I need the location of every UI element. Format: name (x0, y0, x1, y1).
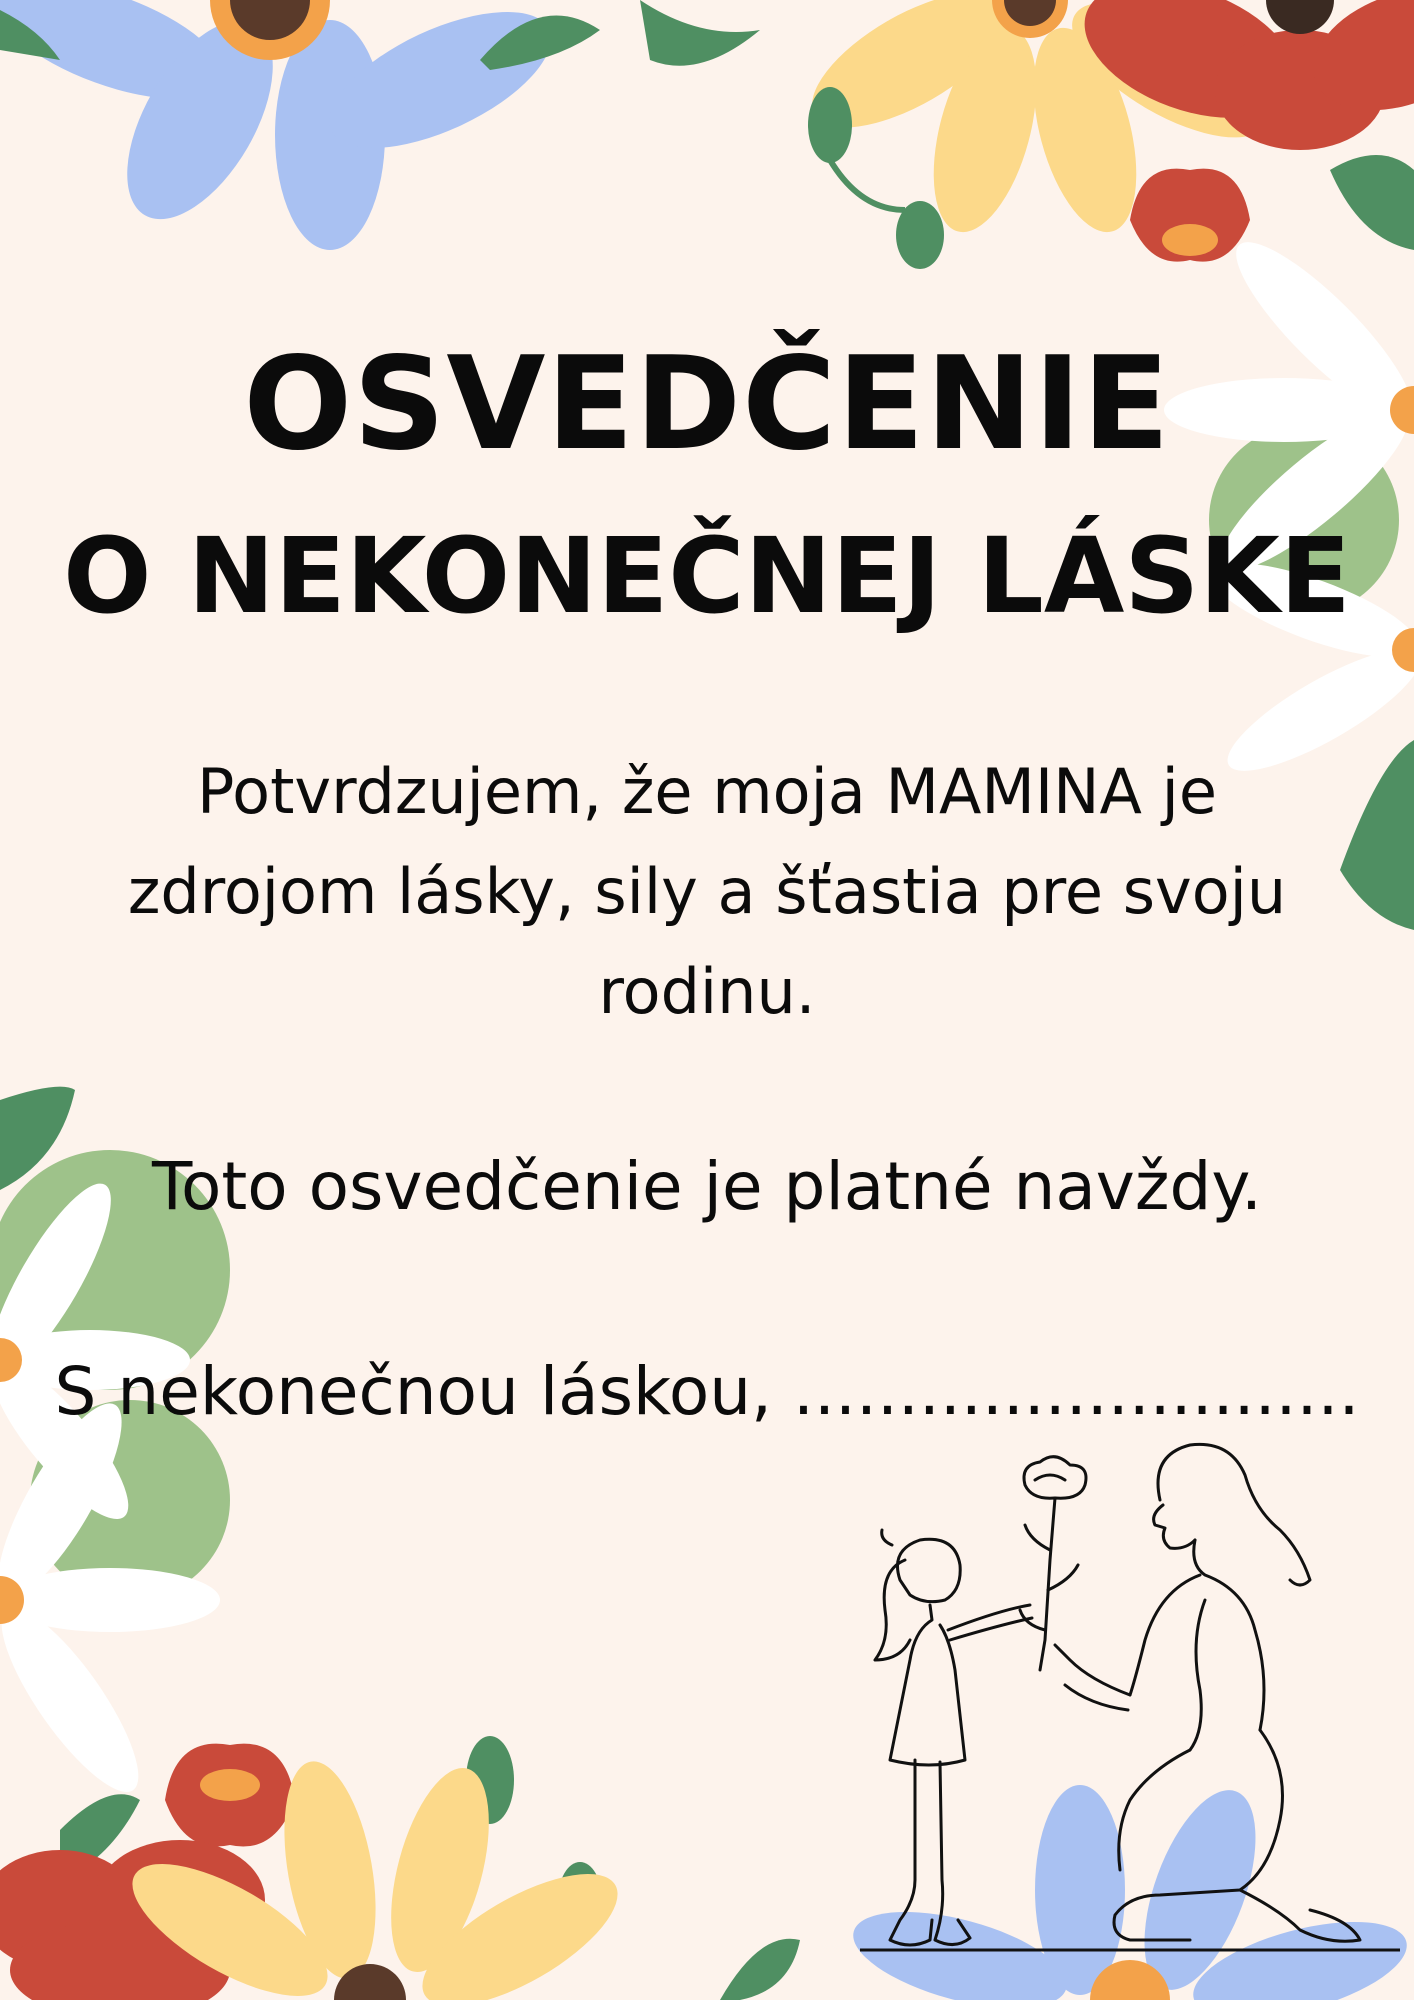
blue-flower-top-left-icon (0, 0, 570, 250)
mother-figure-icon (1055, 1444, 1360, 1941)
validity-statement: Toto osvedčenie je platné navždy. (151, 1148, 1263, 1225)
mother-daughter-illustration-icon (860, 1440, 1400, 1960)
small-red-flower-bottom-icon (165, 1744, 295, 1847)
certificate-title: OSVEDČENIE (243, 330, 1171, 479)
body-line: zdrojom lásky, sily a šťastia pre svoju (127, 855, 1287, 928)
girl-figure-icon (875, 1530, 1032, 1945)
certificate-subtitle: O NEKONEČNEJ LÁSKE (63, 515, 1351, 637)
signature-line: S nekonečnou láskou, ........................... (54, 1353, 1360, 1430)
small-red-flower-icon (1130, 169, 1250, 262)
body-line: rodinu. (598, 955, 816, 1028)
body-line: Potvrdzujem, že moja MAMINA je (196, 755, 1218, 828)
certificate-body (0, 742, 1414, 1042)
carnation-flower-icon (1020, 1457, 1086, 1670)
